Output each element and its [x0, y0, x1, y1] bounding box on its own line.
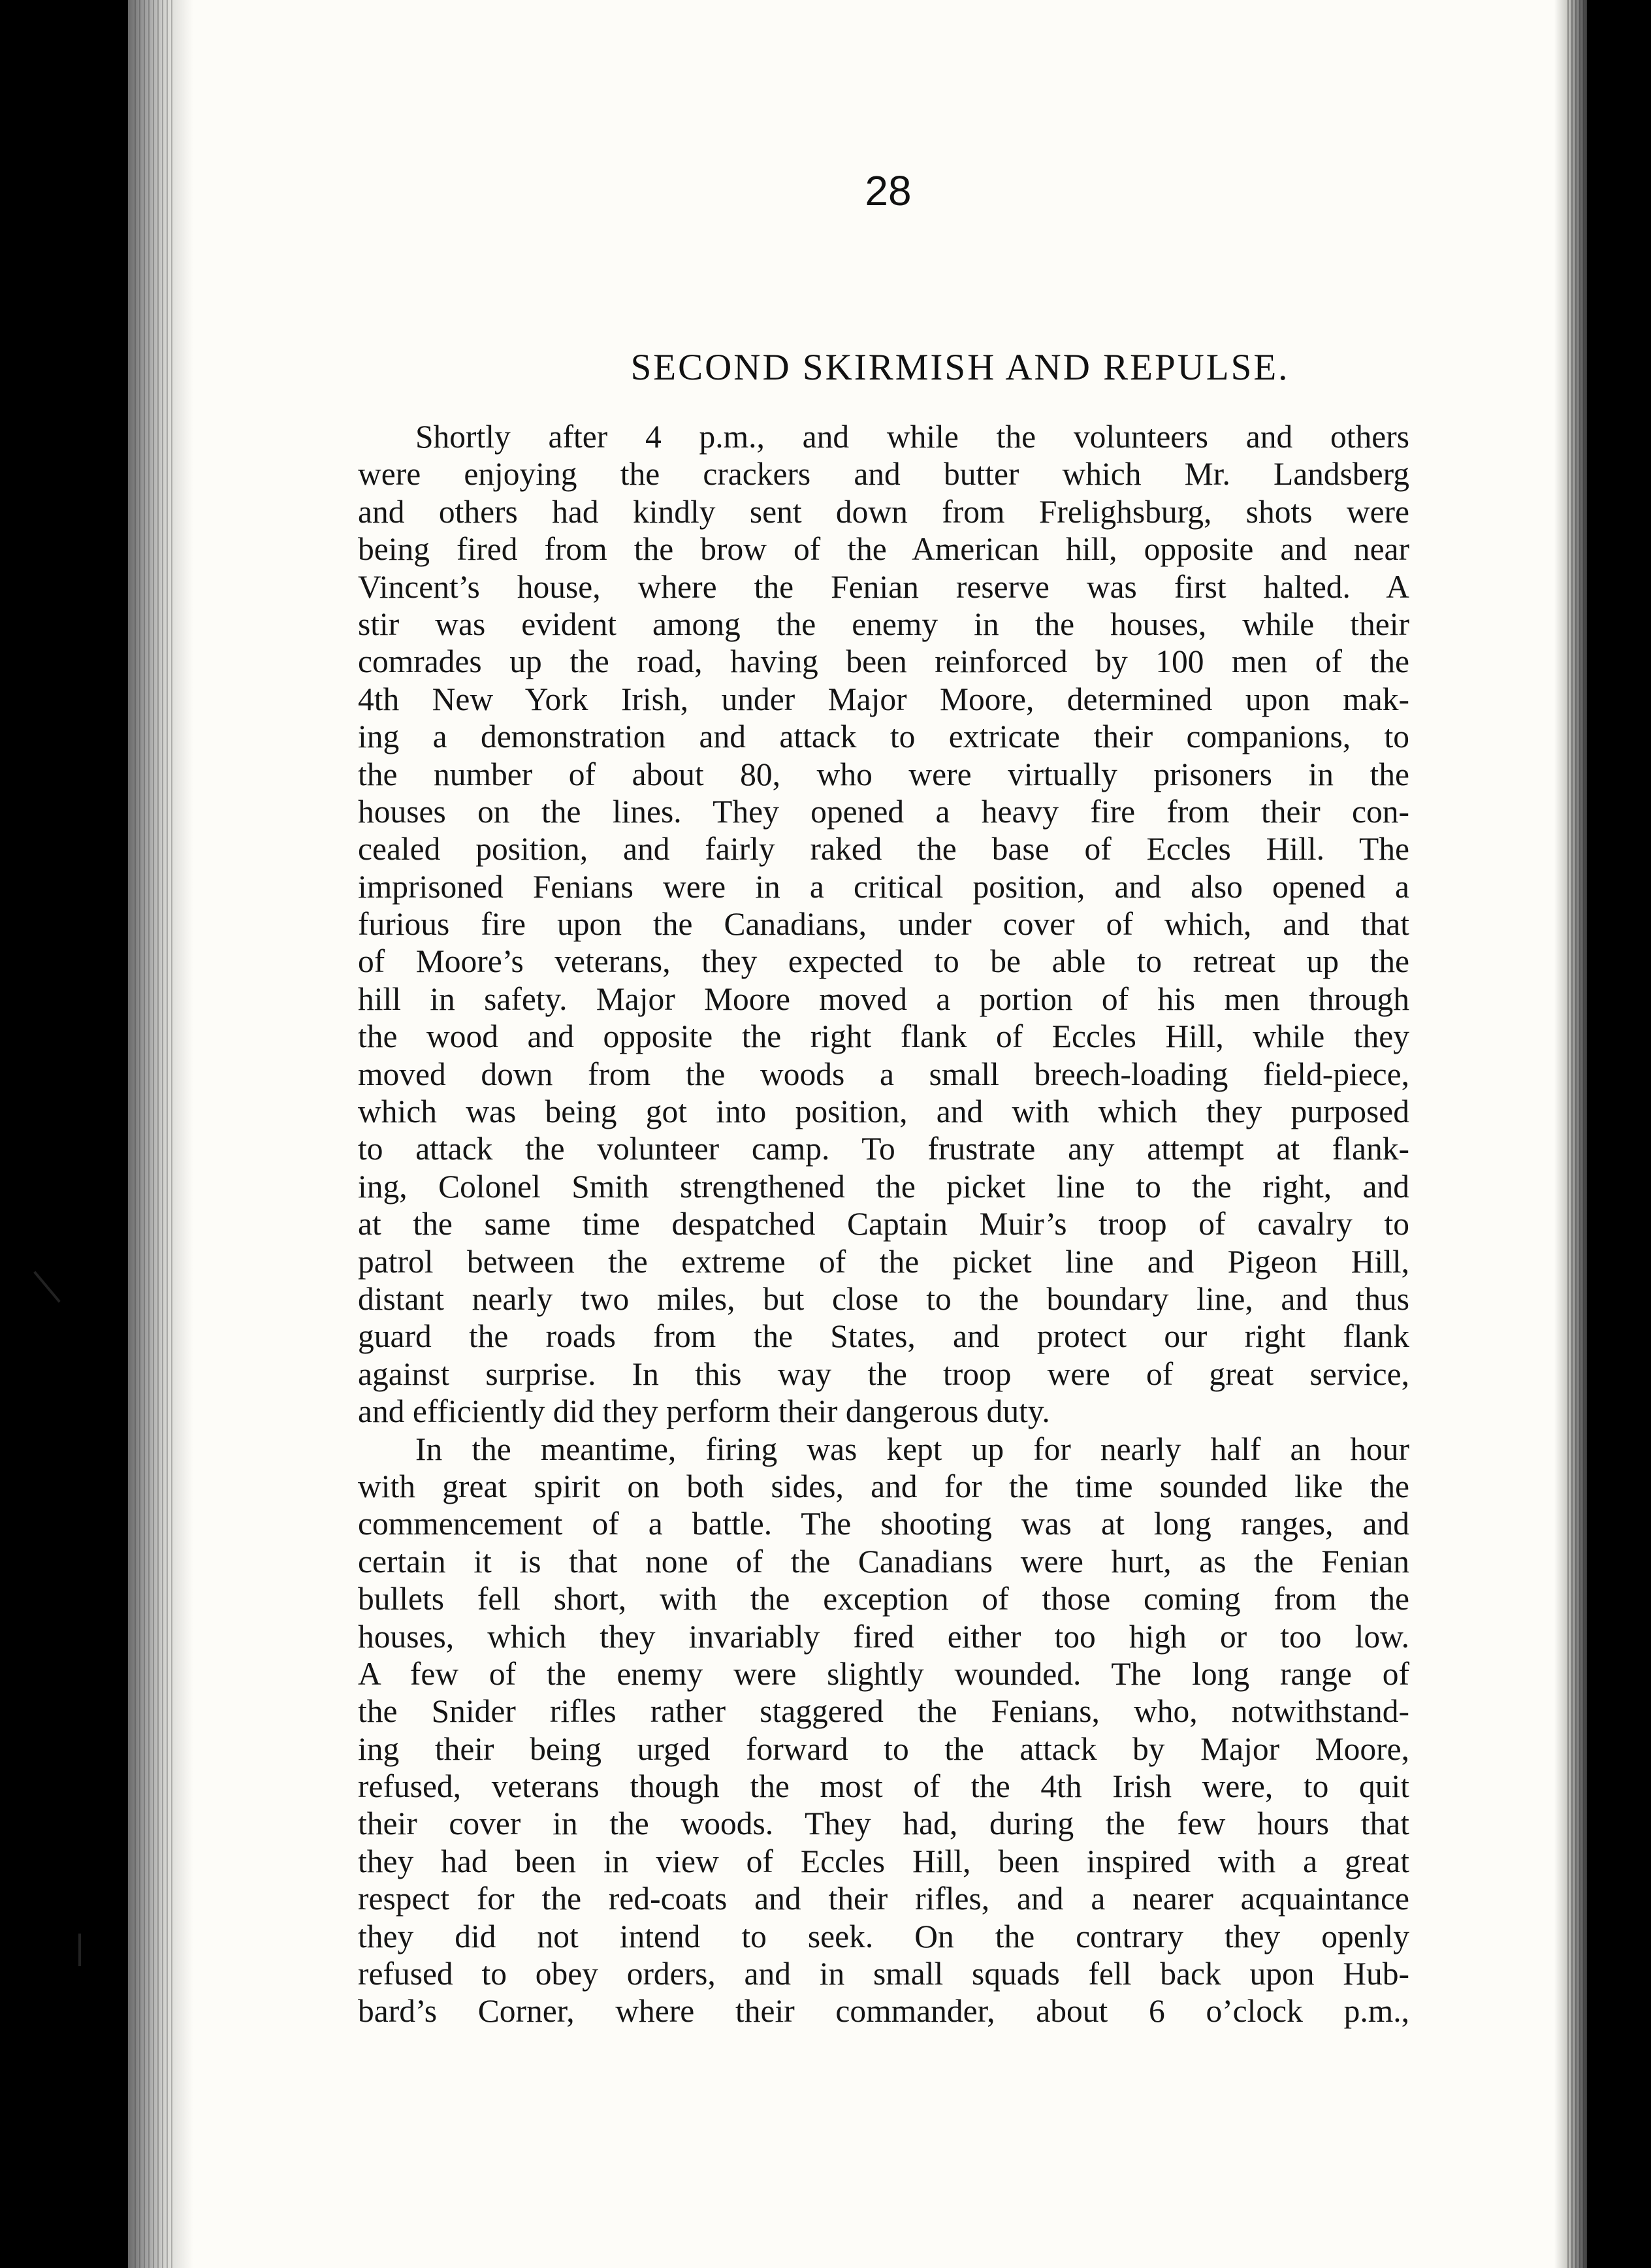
- binding-gutter-lines: [135, 0, 174, 2268]
- text-line: the Snider rifles rather staggered the Fenians, who, notwithstand-: [358, 1693, 1409, 1730]
- text-line: which was being got into position, and with which they purposed: [358, 1094, 1409, 1130]
- text-line: ing, Colonel Smith strengthened the picket line to the right, and: [358, 1168, 1409, 1205]
- text-line: bullets fell short, with the exception of those coming from the: [358, 1581, 1409, 1617]
- text-line: commencement of a battle. The shooting was at long ranges, and: [358, 1506, 1409, 1542]
- text-line: of Moore’s veterans, they expected to be able to retreat up the: [358, 943, 1409, 980]
- text-line: Shortly after 4 p.m., and while the volunteers and others: [415, 419, 1409, 455]
- text-line: being fired from the brow of the American hill, opposite and near: [358, 531, 1409, 568]
- text-line: bard’s Corner, where their commander, about 6 o’clock p.m.,: [358, 1993, 1409, 2030]
- text-line: they did not intend to seek. On the contrary they openly: [358, 1918, 1409, 1954]
- text-line: imprisoned Fenians were in a critical position, and also opened a: [358, 868, 1409, 905]
- text-line: A few of the enemy were slightly wounded. The long range of: [358, 1655, 1409, 1692]
- text-line: refused, veterans though the most of the 4th Irish were, to quit: [358, 1768, 1409, 1805]
- text-line: cealed position, and fairly raked the base of Eccles Hill. The: [358, 831, 1409, 867]
- text-line: Vincent’s house, where the Fenian reserve was first halted. A: [358, 568, 1409, 605]
- text-line: ing their being urged forward to the attack by Major Moore,: [358, 1730, 1409, 1767]
- body-text: [358, 418, 1409, 2030]
- text-line: In the meantime, firing was kept up for nearly half an hour: [415, 1431, 1409, 1467]
- text-line: refused to obey orders, and in small squads fell back upon Hub-: [358, 1956, 1409, 1992]
- text-line: stir was evident among the enemy in the houses, while their: [358, 606, 1409, 642]
- text-line: their cover in the woods. They had, during the few hours that: [358, 1806, 1409, 1842]
- text-line: to attack the volunteer camp. To frustrate any attempt at flank-: [358, 1131, 1409, 1167]
- page-edge-right-lines: [1567, 0, 1587, 2268]
- text-line: guard the roads from the States, and protect our right flank: [358, 1318, 1409, 1355]
- text-line: with great spirit on both sides, and for the time sounded like the: [358, 1468, 1409, 1504]
- text-line: were enjoying the crackers and butter which Mr. Landsberg: [358, 456, 1409, 493]
- text-line: distant nearly two miles, but close to the boundary line, and thus: [358, 1280, 1409, 1317]
- text-line: at the same time despatched Captain Muir’s troop of cavalry to: [358, 1206, 1409, 1242]
- text-line: and efficiently did they perform their dangerous duty.: [358, 1393, 1050, 1430]
- text-line: houses on the lines. They opened a heavy fire from their con-: [358, 793, 1409, 830]
- section-heading: SECOND SKIRMISH AND REPULSE.: [630, 347, 1290, 388]
- text-line: moved down from the woods a small breech-loading field-piece,: [358, 1056, 1409, 1092]
- text-line: the number of about 80, who were virtually prisoners in the: [358, 756, 1409, 792]
- text-line: comrades up the road, having been reinforced by 100 men of the: [358, 643, 1409, 680]
- page-number: 28: [865, 167, 912, 214]
- text-line: furious fire upon the Canadians, under cover of which, and that: [358, 906, 1409, 943]
- scan-mark-left-lower: [78, 1934, 81, 1966]
- text-line: certain it is that none of the Canadians were hurt, as the Fenian: [358, 1543, 1409, 1580]
- text-line: and others had kindly sent down from Frelighsburg, shots were: [358, 493, 1409, 530]
- text-line: patrol between the extreme of the picket line and Pigeon Hill,: [358, 1243, 1409, 1280]
- text-line: the wood and opposite the right flank of Eccles Hill, while they: [358, 1018, 1409, 1055]
- text-line: ing a demonstration and attack to extricate their companions, to: [358, 719, 1409, 755]
- text-line: 4th New York Irish, under Major Moore, determined upon mak-: [358, 681, 1409, 717]
- scan-mark-left: [33, 1271, 61, 1303]
- text-line: against surprise. In this way the troop were of great service,: [358, 1355, 1409, 1392]
- text-line: hill in safety. Major Moore moved a portion of his men through: [358, 980, 1409, 1017]
- text-line: respect for the red-coats and their rifles, and a nearer acquaintance: [358, 1881, 1409, 1917]
- text-line: they had been in view of Eccles Hill, been inspired with a great: [358, 1843, 1409, 1879]
- text-line: houses, which they invariably fired either too high or too low.: [358, 1618, 1409, 1655]
